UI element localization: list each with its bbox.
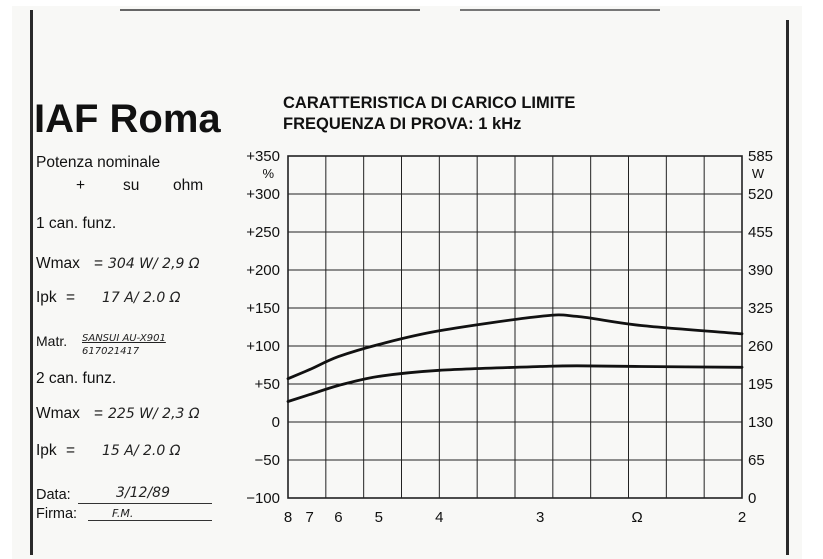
x-tick-label: 2	[737, 509, 747, 526]
ch1-ipk-label: Ipk	[36, 289, 57, 306]
su-row-ohm: ohm	[173, 177, 204, 194]
ch1-ipk-value: 17 A/ 2.0 Ω	[102, 290, 181, 306]
y-left-tick-label: +300	[246, 186, 280, 203]
ch2-label: 2 can. funz.	[36, 370, 117, 387]
x-tick-label: 5	[374, 509, 383, 526]
y-left-tick-label: 0	[271, 414, 280, 431]
chart-grid	[288, 156, 742, 498]
ch1-wmax-label: Wmax	[36, 255, 80, 272]
ch1-wmax-value: 304 W/ 2,9 Ω	[108, 256, 200, 272]
y-right-tick-label: 325	[748, 300, 774, 317]
y-right-tick-label: 130	[748, 414, 774, 431]
x-tick-label: 6	[334, 509, 343, 526]
matr-model: SANSUI AU-X901	[82, 333, 166, 344]
y-right-tick-label: 390	[748, 262, 774, 279]
data-label: Data:	[36, 487, 71, 503]
x-tick-label: 4	[435, 509, 444, 526]
chart-subtitle: FREQUENZA DI PROVA: 1 kHz	[283, 115, 522, 133]
ch2-wmax-value: 225 W/ 2,3 Ω	[108, 406, 200, 422]
chart-title: CARATTERISTICA DI CARICO LIMITE	[283, 94, 576, 112]
x-tick-label: 8	[283, 509, 293, 526]
potenza-nominale-label: Potenza nominale	[36, 154, 161, 171]
x-unit-label: Ω	[631, 509, 643, 526]
y-left-tick-label: +350	[246, 148, 280, 165]
ch1-label: 1 can. funz.	[36, 215, 117, 232]
y-right-tick-label: 195	[748, 376, 774, 393]
matr-label: Matr.	[36, 333, 68, 349]
x-tick-label: 7	[305, 509, 314, 526]
ch2-wmax-label: Wmax	[36, 405, 80, 422]
brand-title: IAF Roma	[34, 97, 221, 141]
data-value: 3/12/89	[116, 485, 170, 501]
y-right-tick-label: 260	[748, 338, 774, 355]
ch1-ipk-eq: =	[66, 289, 76, 306]
y-left-tick-label: +50	[254, 376, 280, 393]
firma-value: F.M.	[112, 507, 134, 520]
y-left-tick-label: +150	[246, 300, 280, 317]
y-right-tick-label: 455	[748, 224, 774, 241]
ch2-ipk-value: 15 A/ 2.0 Ω	[102, 443, 181, 459]
y-left-unit: %	[262, 166, 274, 181]
y-left-tick-label: +100	[246, 338, 280, 355]
ch2-ipk-eq: =	[66, 442, 76, 459]
y-left-tick-label: +200	[246, 262, 280, 279]
y-right-tick-label: 585	[748, 148, 774, 165]
ch2-wmax-eq: =	[94, 405, 104, 422]
chart-ticks	[246, 148, 773, 526]
y-left-tick-label: −50	[254, 452, 280, 469]
ch2-ipk-label: Ipk	[36, 442, 57, 459]
su-row-su: su	[123, 177, 140, 194]
y-left-tick-label: −100	[246, 490, 280, 507]
y-right-tick-label: 0	[748, 490, 757, 507]
y-right-tick-label: 65	[748, 452, 765, 469]
y-right-unit: W	[751, 166, 765, 181]
y-right-tick-label: 520	[748, 186, 774, 203]
su-row-plus: +	[76, 177, 86, 194]
y-left-tick-label: +250	[246, 224, 280, 241]
matr-serial: 617021417	[82, 346, 140, 357]
ch1-wmax-eq: =	[94, 255, 104, 272]
x-tick-label: 3	[536, 509, 545, 526]
firma-label: Firma:	[36, 506, 78, 522]
